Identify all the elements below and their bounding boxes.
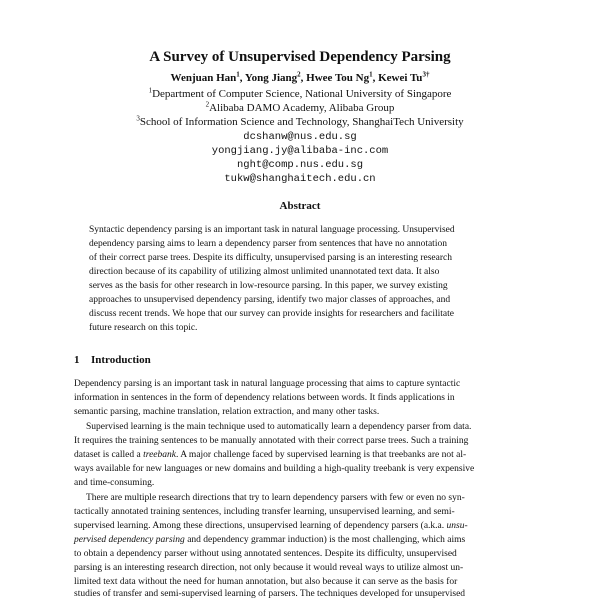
- section-heading-introduction: [74, 354, 151, 366]
- body-line: It requires the training sentences to be manually annotated with their correct parse trees. Such a training: [74, 436, 469, 446]
- author-email[interactable]: yongjiang.jy@alibaba-inc.com: [211, 145, 389, 157]
- body-line: limited text data without the need for human annotation, but also because it can serve as the basis for: [74, 577, 458, 587]
- emphasis-term: unsu-: [446, 521, 468, 531]
- section-number: 1: [74, 354, 80, 366]
- body-line: studies of transfer and semi-supervised learning of parsers. The techniques developed for unsupervised: [74, 589, 466, 599]
- body-text: . A major challenge faced by supervised learning is that treebanks are not al-: [176, 450, 467, 460]
- affiliation-mark: 2: [205, 100, 210, 109]
- author-email[interactable]: tukw@shanghaitech.edu.cn: [224, 173, 376, 185]
- author-affiliation-mark: 3†: [422, 70, 430, 79]
- body-line: [74, 521, 468, 531]
- body-line: [74, 450, 466, 460]
- body-text: and dependency grammar induction) is the most challenging, which aims: [184, 535, 466, 545]
- body-line: tactically annotated training sentences, including transfer learning, unsupervised learning, and semi-: [74, 507, 455, 517]
- author-separator: ,: [239, 72, 245, 84]
- affiliation-text: School of Information Science and Technology, ShanghaiTech University: [139, 116, 464, 128]
- body-line: and time-consuming.: [74, 478, 155, 488]
- body-line: information in sentences in the form of dependency relations between words. It finds applications in: [74, 393, 455, 403]
- author-name: Wenjuan Han: [170, 72, 237, 84]
- abstract-line: dependency parsing aims to learn a dependency parser from sentences that have no annotation: [89, 239, 447, 249]
- body-text: dataset is called a: [74, 450, 144, 460]
- author-affiliation-mark: 1: [236, 70, 240, 79]
- affiliation: [0, 116, 600, 128]
- author-name: Kewei Tu: [378, 72, 423, 84]
- body-line: [74, 535, 465, 545]
- author-affiliation-mark: 1: [369, 70, 373, 79]
- affiliation-text: Alibaba DAMO Academy, Alibaba Group: [209, 102, 395, 114]
- abstract-line: of their correct parse trees. Despite its difficulty, unsupervised parsing is an interesting research: [89, 253, 452, 263]
- body-line: semantic parsing, machine translation, relation extraction, and many other tasks.: [74, 407, 380, 417]
- affiliation: [0, 88, 600, 100]
- abstract-line: serves as the basis for other research in low-resource parsing. In this paper, we survey existing: [89, 281, 448, 291]
- abstract-line: Syntactic dependency parsing is an important task in natural language processing. Unsupervised: [89, 225, 455, 235]
- body-line: to obtain a dependency parser without using annotated sentences. Despite its difficulty, unsupervised: [74, 549, 457, 559]
- author-affiliation-mark: 2: [297, 70, 301, 79]
- author-name: Yong Jiang: [244, 72, 298, 84]
- emphasis-term: pervised dependency parsing: [74, 535, 185, 545]
- abstract-line: future research on this topic.: [89, 323, 198, 333]
- author-email[interactable]: dcshanw@nus.edu.sg: [243, 131, 357, 143]
- affiliation-text: Department of Computer Science, National University of Singapore: [152, 88, 452, 100]
- abstract-line: discuss recent trends. We hope that our survey can provide insights for researchers and facilitate: [89, 309, 454, 319]
- body-line: Supervised learning is the main technique used to automatically learn a dependency parser from data.: [86, 422, 472, 432]
- emphasis-term: treebank: [143, 450, 176, 460]
- affiliation: [0, 102, 600, 114]
- paper-title: A Survey of Unsupervised Dependency Parsing: [149, 49, 451, 65]
- author-list: [0, 72, 600, 84]
- abstract-line: approaches to unsupervised dependency parsing, identify two major classes of approaches, and: [89, 295, 451, 305]
- body-text: supervised learning. Among these directions, unsupervised learning of dependency parsers (a.k.a.: [74, 521, 447, 531]
- abstract-line: direction because of its capability of utilizing almost unlimited unannotated text data. It also: [89, 267, 440, 277]
- body-line: parsing is an interesting research direction, not only because it would reveal ways to utilize almost un-: [74, 563, 464, 573]
- affiliation-mark: 1: [148, 86, 153, 95]
- author-name: Hwee Tou Ng: [306, 72, 370, 84]
- body-line: There are multiple research directions that try to learn dependency parsers with few or even no syn-: [86, 493, 465, 503]
- section-title: Introduction: [91, 354, 151, 366]
- author-separator: ,: [372, 72, 379, 84]
- author-separator: ,: [300, 72, 307, 84]
- abstract-heading: Abstract: [279, 200, 321, 212]
- body-line: Dependency parsing is an important task in natural language processing that aims to capture syntactic: [74, 379, 461, 389]
- author-email[interactable]: nght@comp.nus.edu.sg: [236, 159, 364, 171]
- body-line: ways available for new languages or new domains and building a high-quality treebank is very expensive: [74, 464, 475, 474]
- affiliation-mark: 3: [136, 114, 140, 123]
